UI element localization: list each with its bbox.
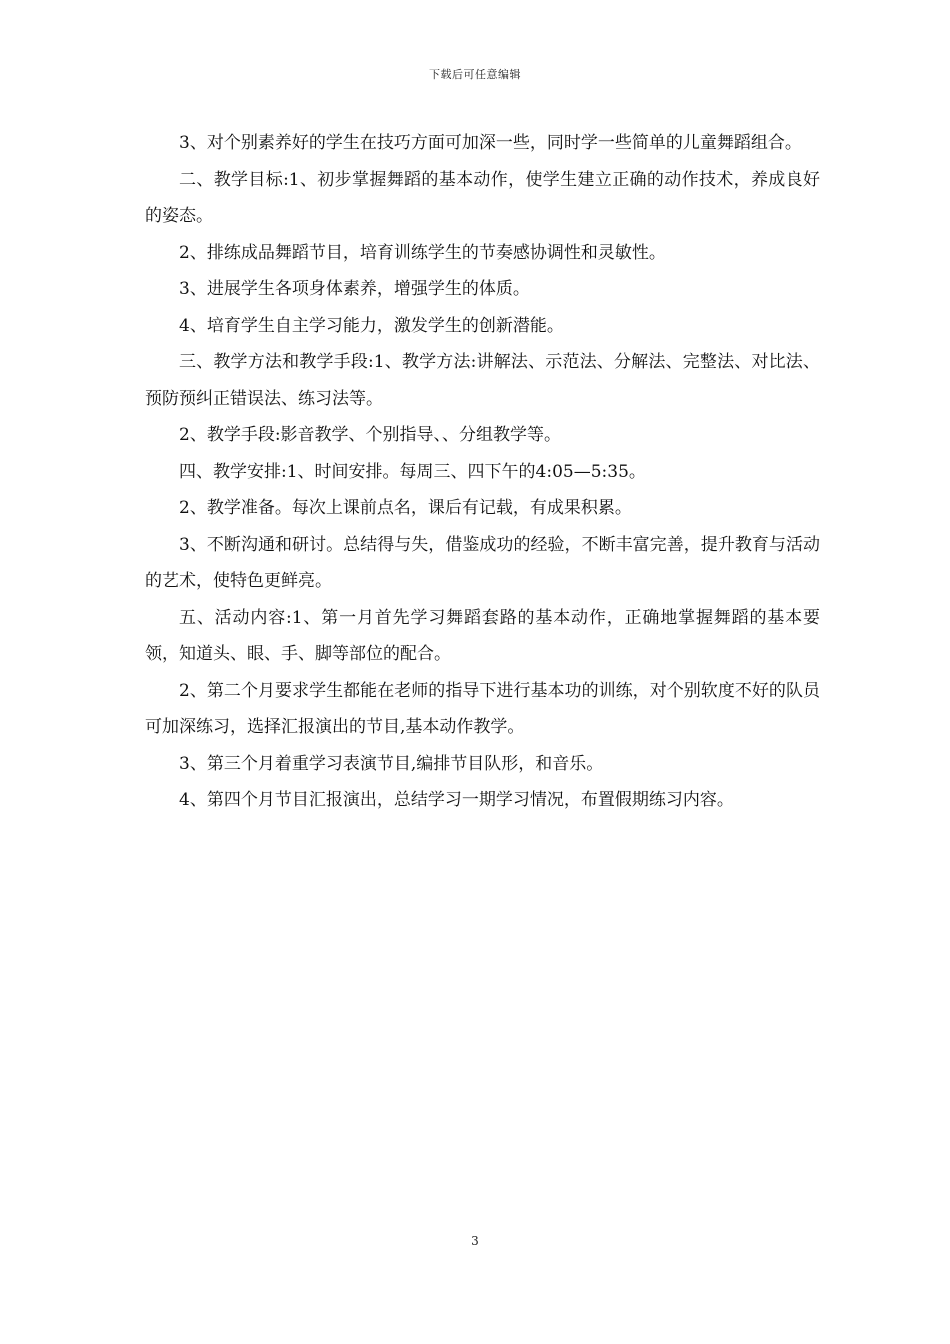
paragraph: 3、对个别素养好的学生在技巧方面可加深一些，同时学一些简单的儿童舞蹈组合。 [179, 133, 802, 153]
paragraph: 3、第三个月着重学习表演节目,编排节目队形，和音乐。 [179, 753, 604, 774]
paragraph: 3、不断沟通和研讨。总结得与失，借鉴成功的经验，不断丰富完善，提升教育与活动的艺术，使特色更鲜亮。 [145, 534, 820, 591]
paragraph: 2、教学手段:影音教学、个别指导、、分组教学等。 [179, 425, 562, 445]
page-header: 下载后可任意编辑 [429, 68, 521, 81]
paragraph: 二、教学目标:1、初步掌握舞蹈的基本动作，使学生建立正确的动作技术，养成良好的姿态。 [145, 169, 820, 226]
paragraph: 三、教学方法和教学手段:1、教学方法:讲解法、示范法、分解法、完整法、对比法、预防预纠正错误法、练习法等。 [145, 352, 820, 409]
paragraph: 2、第二个月要求学生都能在老师的指导下进行基本功的训练，对个别软度不好的队员可加深练习，选择汇报演出的节目,基本动作教学。 [145, 680, 820, 737]
document-body [145, 125, 820, 819]
paragraph: 2、教学准备。每次上课前点名，课后有记载，有成果积累。 [179, 498, 632, 518]
paragraph: 2、排练成品舞蹈节目，培育训练学生的节奏感协调性和灵敏性。 [179, 242, 666, 263]
paragraph: 四、教学安排:1、时间安排。每周三、四下午的4:05—5:35。 [179, 461, 646, 482]
paragraph: 4、第四个月节目汇报演出，总结学习一期学习情况，布置假期练习内容。 [179, 790, 734, 810]
paragraph: 3、进展学生各项身体素养，增强学生的体质。 [179, 279, 530, 299]
page-number: 3 [471, 1234, 479, 1248]
paragraph: 4、培育学生自主学习能力，激发学生的创新潜能。 [179, 315, 564, 336]
paragraph: 五、活动内容:1、第一月首先学习舞蹈套路的基本动作，正确地掌握舞蹈的基本要领，知道头、眼、手、脚等部位的配合。 [145, 607, 820, 664]
